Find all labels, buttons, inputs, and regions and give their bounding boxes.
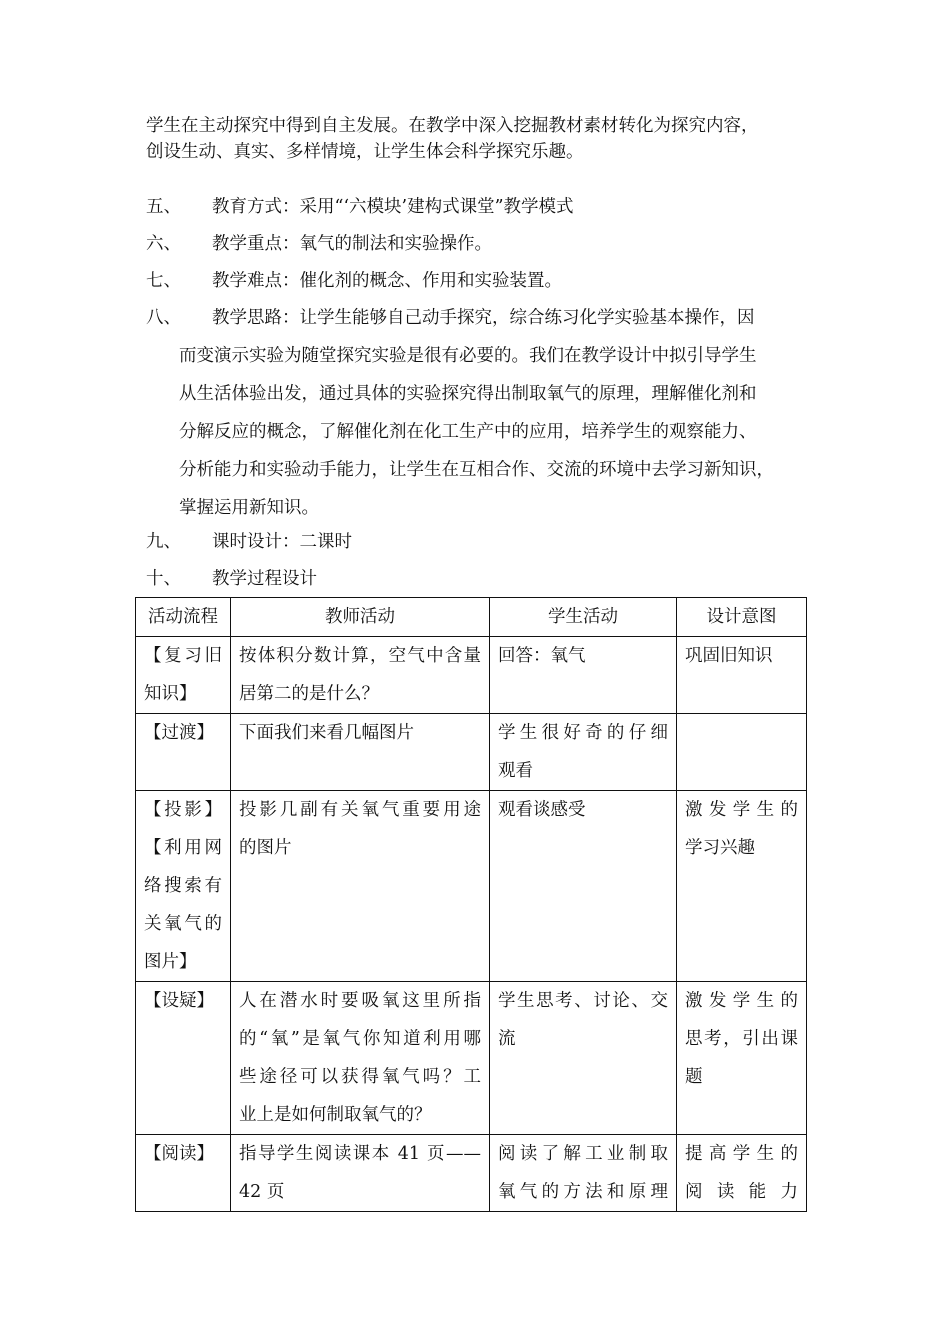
cell-line: 的“氧”是氧气你知道利用哪: [239, 1029, 481, 1049]
cell-line: 42 页: [239, 1182, 285, 1202]
section-text: 教育方式：采用“‘六模块’建构式课堂”教学模式: [212, 197, 574, 217]
cell-line: 投影几副有关氧气重要用途: [239, 800, 481, 820]
flow-cell: [136, 637, 231, 714]
section-text-continued: 而变演示实验为随堂探究实验是很有必要的。我们在教学设计中拟引导学生: [179, 346, 757, 366]
section-text-continued: 分解反应的概念，了解催化剂在化工生产中的应用，培养学生的观察能力、: [179, 422, 757, 442]
cell-line: 业上是如何制取氧气的？: [239, 1105, 432, 1125]
header-cell: 学生活动: [490, 598, 677, 637]
table-row: [136, 1135, 807, 1212]
cell-line: 下面我们来看几幅图片: [239, 723, 414, 743]
cell-line: 络搜索有: [144, 876, 222, 896]
section-text: 教学过程设计: [212, 569, 317, 589]
section-number: 五、: [146, 197, 181, 217]
section-text: 课时设计：二课时: [212, 532, 352, 552]
teacher-cell: [231, 637, 490, 714]
flow-cell: [136, 791, 231, 982]
cell-line: 思考，引出课: [685, 1029, 798, 1049]
section-10: [146, 560, 811, 598]
cell-line: 图片】: [144, 952, 197, 972]
cell-line: 巩固旧知识: [685, 646, 773, 666]
cell-line: 指导学生阅读课本 41 页——: [239, 1144, 481, 1164]
cell-line: 阅读了解工业制取: [498, 1144, 668, 1164]
section-9: [146, 523, 811, 561]
intro-paragraph: [146, 113, 816, 165]
student-cell: [490, 714, 677, 791]
cell-line: 激发学生的: [685, 991, 798, 1011]
cell-line: 按体积分数计算，空气中含量: [239, 646, 481, 666]
cell-line: 激发学生的: [685, 800, 798, 820]
section-number: 九、: [146, 532, 181, 552]
intent-cell: [677, 637, 807, 714]
cell-line: 回答：氧气: [498, 646, 586, 666]
cell-line: 题: [685, 1067, 703, 1087]
section-text: 教学重点：氧气的制法和实验操作。: [212, 234, 492, 254]
cell-line: 【阅读】: [144, 1144, 214, 1164]
cell-line: 提高学生的: [685, 1144, 798, 1164]
cell-line: 观看: [498, 761, 533, 781]
cell-line: 些途径可以获得氧气吗？工: [239, 1067, 481, 1087]
section-text: 教学思路：让学生能够自己动手探究，综合练习化学实验基本操作，因: [212, 308, 755, 328]
intent-cell: [677, 1135, 807, 1212]
cell-line: 观看谈感受: [498, 800, 586, 820]
table-row: [136, 791, 807, 982]
cell-line: 【复习旧: [144, 646, 222, 666]
teaching-process-table: [135, 597, 807, 1212]
cell-line: 学生很好奇的仔细: [498, 723, 668, 743]
intent-cell: [677, 791, 807, 982]
cell-line: 居第二的是什么？: [239, 684, 379, 704]
cell-line: 阅读能力: [685, 1182, 798, 1202]
table-row: [136, 982, 807, 1135]
flow-cell: [136, 1135, 231, 1212]
student-cell: [490, 1135, 677, 1212]
table-header-row: [136, 598, 807, 637]
flow-cell: [136, 982, 231, 1135]
cell-line: 学生思考、讨论、交: [498, 991, 668, 1011]
table-row: [136, 714, 807, 791]
teacher-cell: [231, 791, 490, 982]
cell-line: 氧气的方法和原理: [498, 1182, 668, 1202]
section-text-continued: 分析能力和实验动手能力，让学生在互相合作、交流的环境中去学习新知识，: [179, 460, 774, 480]
section-7: [146, 262, 811, 300]
intent-cell: [677, 714, 807, 791]
intro-line: 创设生动、真实、多样情境，让学生体会科学探究乐趣。: [146, 142, 584, 162]
cell-line: 【利用网: [144, 838, 222, 858]
section-text-continued: 掌握运用新知识。: [179, 498, 319, 518]
teacher-cell: [231, 714, 490, 791]
section-number: 八、: [146, 308, 181, 328]
section-6: [146, 225, 811, 263]
cell-line: 学习兴趣: [685, 838, 755, 858]
student-cell: [490, 982, 677, 1135]
section-text-continued: 从生活体验出发，通过具体的实验探究得出制取氧气的原理，理解催化剂和: [179, 384, 757, 404]
header-cell: 活动流程: [136, 598, 231, 637]
header-cell: 教师活动: [231, 598, 490, 637]
flow-cell: [136, 714, 231, 791]
student-cell: [490, 791, 677, 982]
cell-line: 【过渡】: [144, 723, 214, 743]
intro-line: 学生在主动探究中得到自主发展。在教学中深入挖掘教材素材转化为探究内容，: [146, 116, 759, 136]
student-cell: [490, 637, 677, 714]
section-5: [146, 188, 811, 226]
cell-line: 知识】: [144, 684, 197, 704]
section-number: 十、: [146, 569, 181, 589]
header-cell: 设计意图: [677, 598, 807, 637]
cell-line: 流: [498, 1029, 516, 1049]
cell-line: 【投影】: [144, 800, 222, 820]
teacher-cell: [231, 1135, 490, 1212]
section-8: [146, 299, 811, 527]
cell-line: 关氧气的: [144, 914, 222, 934]
section-number: 七、: [146, 271, 181, 291]
cell-line: 的图片: [239, 838, 292, 858]
section-text: 教学难点：催化剂的概念、作用和实验装置。: [212, 271, 562, 291]
cell-line: 【设疑】: [144, 991, 214, 1011]
table-row: [136, 637, 807, 714]
intent-cell: [677, 982, 807, 1135]
cell-line: 人在潜水时要吸氧这里所指: [239, 991, 481, 1011]
teacher-cell: [231, 982, 490, 1135]
section-number: 六、: [146, 234, 181, 254]
